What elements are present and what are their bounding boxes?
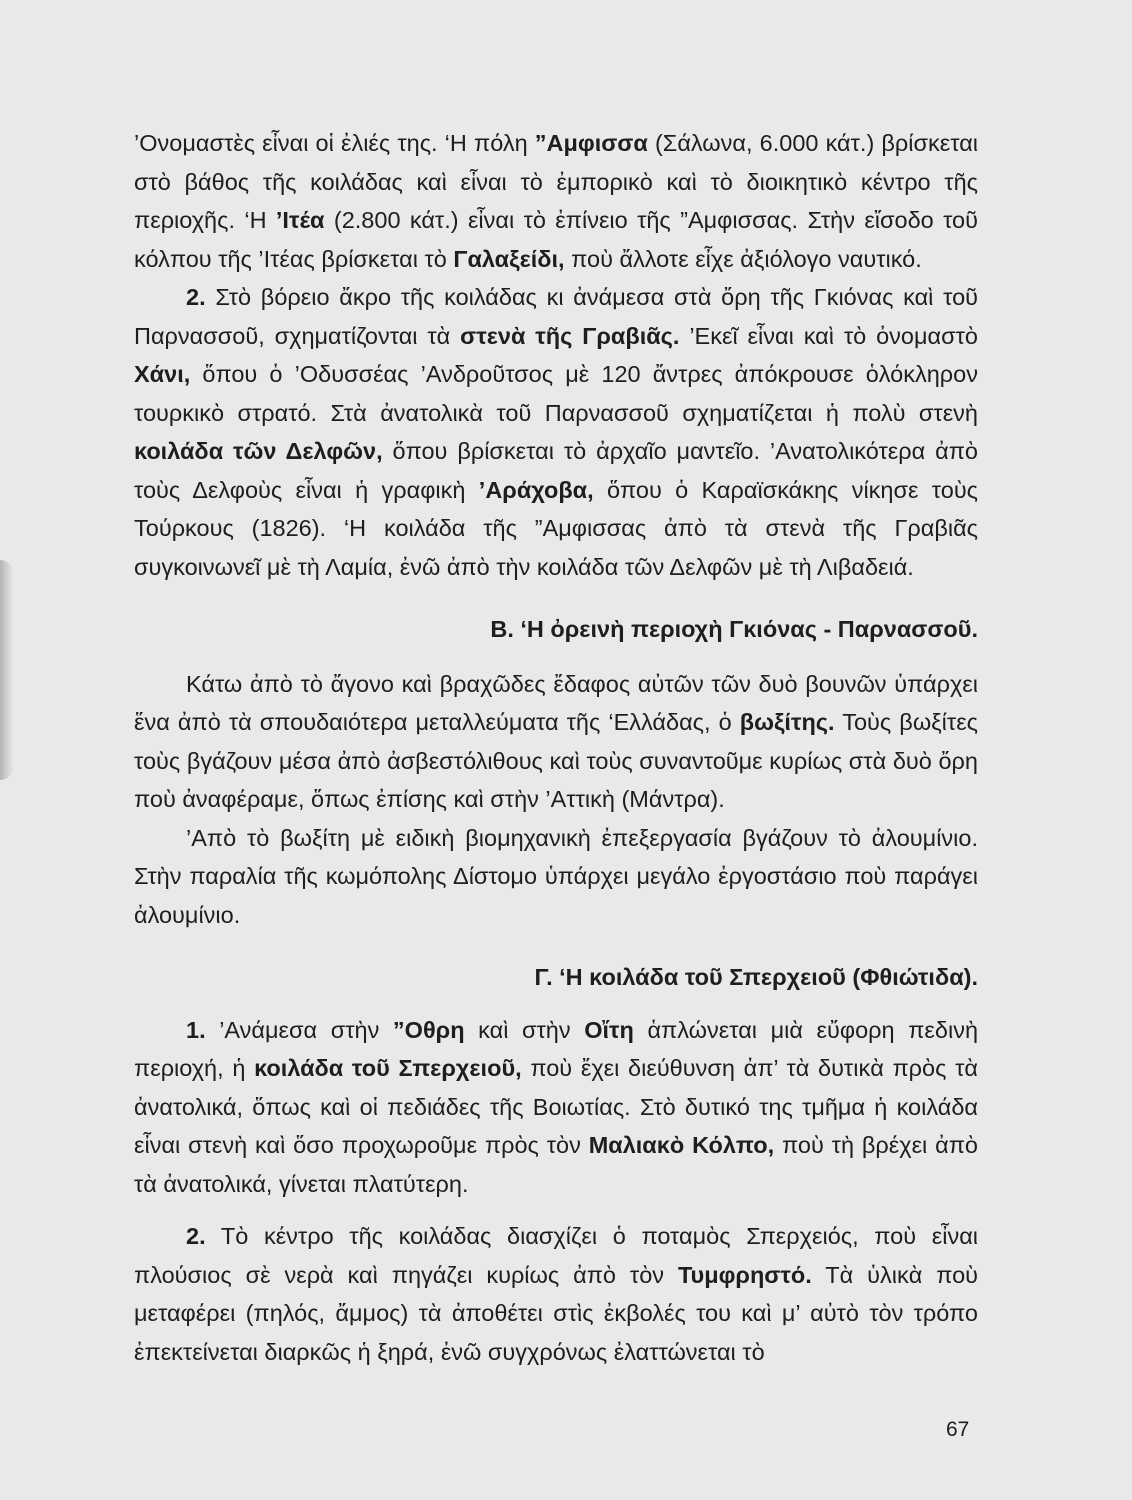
text-run: ὅπου ὁ ’Οδυσσέας ’Ανδροῦτσος μὲ 120 ἄντρες ἀπόκρουσε ὁλόκληρον τουρκικὸ στρατό. Στὰ ἀνατολικὰ τοῦ Παρνασσοῦ σχηματίζεται ἡ πολὺ στενὴ — [134, 361, 978, 426]
paragraph-alouminio — [134, 819, 978, 935]
text-run: Τοὺς βωξίτες τοὺς βγάζουν μέσα ἀπὸ ἀσβεστόλιθους καὶ τοὺς συναντοῦμε κυρίως στὰ δυὸ ὄρη ποὺ ἀναφέραμε, ὅπως ἐπίσης καὶ στὴν ’Αττικὴ (Μάντρα). — [134, 709, 978, 812]
spacer — [134, 934, 978, 958]
item-number: 2. — [186, 284, 206, 310]
bold-term-galaxeidi: Γαλαξείδι, — [453, 245, 565, 272]
paragraph-sperxeios-1 — [134, 1011, 978, 1204]
bold-term-boxitis: βωξίτης. — [739, 709, 835, 735]
section-heading-g: Γ. ‘Η κοιλάδα τοῦ Σπερχειοῦ (Φθιώτιδα). — [534, 964, 978, 990]
text-run: Τὰ ὑλικὰ ποὺ μεταφέρει (πηλός, ἄμμος) τὰ ἀποθέτει στὶς ἐκβολές του καὶ μ’ αὐτὸ τὸν τρόπο ἐπεκτείνεται διαρκῶς ἡ ξηρά, ἐνῶ συγχρόνως ἐλαττώνεται τὸ — [134, 1261, 978, 1365]
spacer — [134, 997, 978, 1011]
bold-term-koilada-sperxeiou: κοιλάδα τοῦ Σπερχειοῦ, — [254, 1055, 522, 1081]
text-run: ποὺ ἄλλοτε εἶχε ἀξιόλογο ναυτικό. — [564, 245, 922, 272]
text-run: ’Εκεῖ εἶναι καὶ τὸ ὀνομαστὸ — [679, 322, 978, 349]
bold-term-maliakos-kolpos: Μαλιακὸ Κόλπο, — [588, 1132, 775, 1158]
text-run: ’Ονομαστὲς εἶναι οἱ ἐλιές της. ‘Η πόλη — [134, 130, 535, 156]
bold-term-othri: ”Οθρη — [392, 1016, 465, 1043]
item-number: 1. — [186, 1016, 206, 1043]
spacer — [134, 649, 978, 665]
bold-term-oiti: Οἴτη — [584, 1016, 634, 1043]
text-run: (2.800 κάτ.) εἶναι τὸ ἐπίνειο τῆς ”Αμφισσας. Στὴν εἴσοδο τοῦ κόλπου τῆς ’Ιτέας βρίσκεται τὸ — [134, 207, 978, 272]
text-run: ὅπου βρίσκεται τὸ ἀρχαῖο μαντεῖο. ’Ανατολικότερα ἀπὸ τοὺς Δελφοὺς εἶναι ἡ γραφικὴ — [134, 438, 978, 503]
bold-term-xani: Χάνι, — [134, 361, 191, 387]
bold-term-tymfristos: Τυμφρηστό. — [677, 1261, 812, 1288]
section-heading-b: Β. ‘Η ὀρεινὴ περιοχὴ Γκιόνας - Παρνασσοῦ. — [490, 616, 978, 642]
text-run: Στὸ βόρειο ἄκρο τῆς κοιλάδας κι ἀνάμεσα στὰ ὄρη τῆς Γκιόνας καὶ τοῦ Παρνασσοῦ, σχηματίζονται τὰ — [134, 284, 978, 349]
item-number: 2. — [186, 1223, 206, 1249]
bold-term-amfissa: ”Αμφισσα — [534, 130, 648, 156]
text-run: καὶ στὴν — [464, 1016, 585, 1043]
text-run: ’Ανάμεσα στὴν — [205, 1016, 393, 1043]
paragraph-amfissa — [134, 124, 978, 278]
bold-term-koilada-delfon: κοιλάδα τῶν Δελφῶν, — [134, 438, 383, 464]
paragraph-boxitis — [134, 665, 978, 819]
text-body — [134, 124, 978, 1371]
bold-term-araxova: ’Αράχοβα, — [478, 476, 594, 503]
page-number: 67 — [946, 1418, 970, 1441]
page-edge-shadow — [0, 560, 14, 780]
text-run: ’Απὸ τὸ βωξίτη μὲ ειδικὴ βιομηχανικὴ ἐπεξεργασία βγάζουν τὸ ἀλουμίνιο. Στὴν παραλία τῆς κωμόπολης Δίστομο ὑπάρχει μεγάλο ἐργοστάσιο ποὺ παράγει ἀλουμίνιο. — [134, 824, 978, 928]
text-run: ὅπου ὁ Καραϊσκάκης νίκησε τοὺς Τούρκους (1826). ‘Η κοιλάδα τῆς ”Αμφισσας ἀπὸ τὰ στενὰ τῆς Γραβιᾶς συγκοινωνεῖ μὲ τὴ Λαμία, ἐνῶ ἀπὸ τὴν κοιλάδα τῶν Δελφῶν μὲ τὴ Λιβαδειά. — [134, 476, 978, 580]
bold-term-stena-gravias: στενὰ τῆς Γραβιᾶς. — [460, 322, 680, 349]
bold-term-itea: ’Ιτέα — [275, 207, 325, 233]
spacer — [134, 1203, 978, 1217]
text-run: ἁπλώνεται μιὰ εὔφορη πεδινὴ περιοχή, ἡ — [134, 1016, 979, 1081]
text-run: (Σάλωνα, 6.000 κάτ.) βρίσκεται στὸ βάθος τῆς κοιλάδας καὶ εἶναι τὸ ἐμπορικὸ καὶ τὸ διοικητικὸ κέντρο τῆς περιοχῆς. ‘Η — [134, 130, 978, 233]
spacer — [134, 586, 978, 610]
text-run: ποὺ ἔχει διεύθυνση ἀπ’ τὰ δυτικὰ πρὸς τὰ ἀνατολικά, ὅπως καὶ οἱ πεδιάδες τῆς Βοιωτίας. Στὸ δυτικό της τμῆμα ἡ κοιλάδα εἶναι στενὴ καὶ ὅσο προχωροῦμε πρὸς τὸν — [134, 1055, 979, 1158]
text-run: Κάτω ἀπὸ τὸ ἄγονο καὶ βραχῶδες ἔδαφος αὐτῶν τῶν δυὸ βουνῶν ὑπάρχει ἕνα ἀπὸ τὰ σπουδαιότερα μεταλλεύματα τῆς ‘Ελλάδας, ὁ — [134, 670, 978, 735]
paragraph-sperxeios-2 — [134, 1217, 978, 1371]
text-run: ποὺ τὴ βρέχει ἀπὸ τὰ ἀνατολικά, γίνεται πλατύτερη. — [134, 1132, 978, 1197]
paragraph-gravia — [134, 278, 978, 586]
text-run: Τὸ κέντρο τῆς κοιλάδας διασχίζει ὁ ποταμὸς Σπερχειός, ποὺ εἶναι πλούσιος σὲ νερὰ καὶ πηγάζει κυρίως ἀπὸ τὸν — [134, 1223, 978, 1288]
